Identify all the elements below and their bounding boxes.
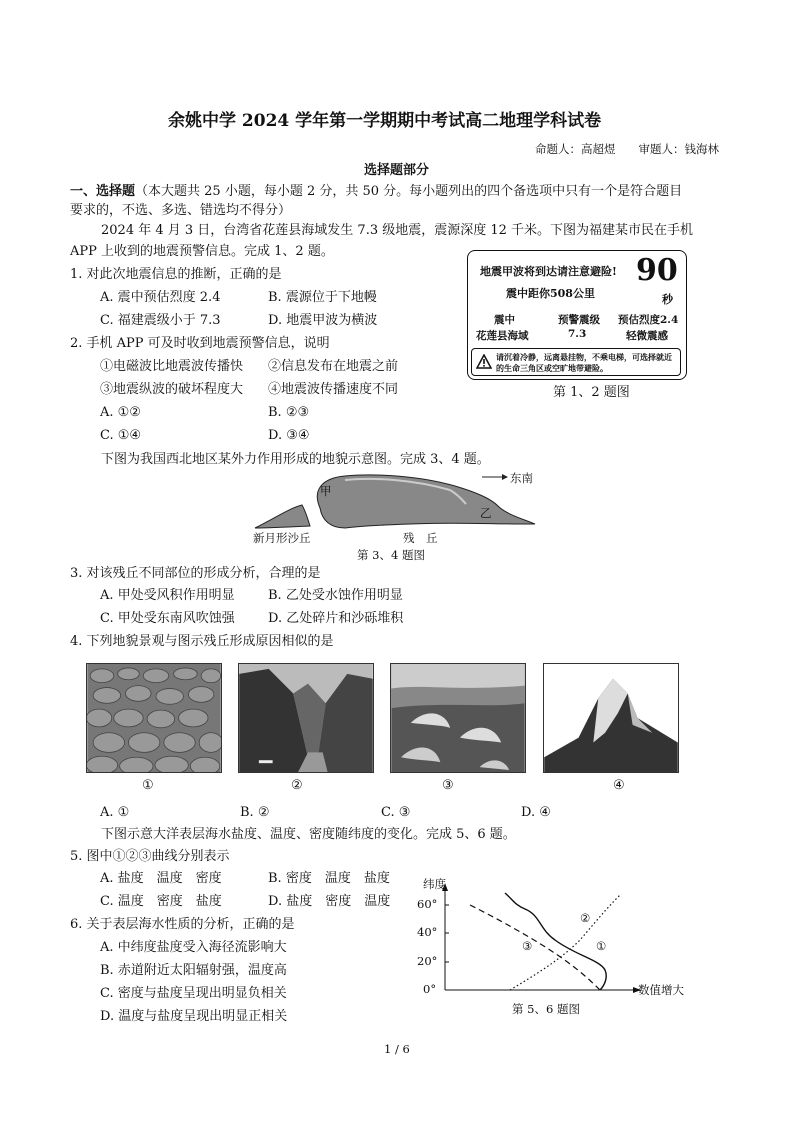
alert-col1-value: 花莲县海域: [476, 330, 529, 342]
q6-option-d: D. 温度与盐度呈现出明显正相关: [100, 1009, 288, 1024]
alert-col3-label: 预估烈度2.4: [618, 314, 679, 326]
curve-label-2: ②: [580, 911, 591, 925]
warning-triangle-icon: [476, 354, 492, 369]
photo-label-1: ①: [142, 778, 154, 793]
chart-y-label: 纬度: [423, 877, 446, 891]
page-title: 余姚中学 2024 学年第一学期期中考试高二地理学科试卷: [168, 111, 602, 131]
photo-matterhorn: [543, 663, 679, 773]
label-residual-hill: 残 丘: [403, 531, 438, 545]
alert-col1-label: 震中: [494, 314, 515, 326]
photo-label-2: ②: [291, 778, 303, 793]
part1-desc-2: 要求的，不选、多选、错选均不得分）: [70, 203, 292, 218]
chart-tick-20: 20°: [417, 954, 438, 968]
q6-stem: 6. 关于表层海水性质的分析，正确的是: [70, 917, 295, 932]
q2-statement-4: ④地震波传播速度不同: [268, 382, 399, 397]
q2-stem: 2. 手机 APP 可及时收到地震预警信息，说明: [70, 336, 330, 351]
curve-label-3: ③: [522, 939, 533, 953]
q2-option-d: D. ③④: [268, 428, 310, 443]
q1-option-a: A. 震中预估烈度 2.4: [100, 290, 221, 305]
authors-line: 命题人：高超煜 审题人：钱海林: [535, 142, 719, 156]
q6-option-b: B. 赤道附近太阳辐射强，温度高: [100, 963, 287, 978]
q1-option-d: D. 地震甲波为横波: [268, 313, 378, 328]
label-yi: 乙: [480, 506, 492, 520]
photo-pebble-gobi: [86, 663, 222, 773]
photo-label-4: ④: [613, 778, 625, 793]
q3-option-b: B. 乙处受水蚀作用明显: [268, 588, 403, 603]
alert-line2: 震中距你508公里: [506, 287, 595, 300]
earthquake-alert-figure: [467, 250, 687, 380]
alert-col3-value: 轻微震感: [626, 330, 668, 342]
alert-warning-line1: 请沉着冷静，远离悬挂物，不乘电梯，可选择就近: [496, 352, 672, 362]
chart-tick-60: 60°: [417, 897, 438, 911]
intro1-line1: 2024 年 4 月 3 日，台湾省花莲县海域发生 7.3 级地震，震源深度 12 千米。下图为福建某市民在手机: [101, 223, 694, 238]
q5-option-a: A. 盐度 温度 密度: [100, 871, 222, 886]
chart-tick-40: 40°: [417, 925, 438, 939]
alert-countdown: 90: [636, 253, 678, 288]
part1-heading: 一、选择题: [70, 184, 136, 199]
q3-option-c: C. 甲处受东南风吹蚀强: [100, 611, 235, 626]
q3-option-d: D. 乙处碎片和沙砾堆积: [268, 611, 404, 626]
q3-stem: 3. 对该残丘不同部位的形成分析，合理的是: [70, 566, 321, 581]
q4-option-c: C. ③: [381, 805, 411, 820]
q2-option-a: A. ①②: [100, 405, 141, 420]
part1-heading-line: [70, 183, 682, 201]
q4-stem: 4. 下列地貌景观与图示残丘形成原因相似的是: [70, 634, 334, 649]
intro1-line2: APP 上收到的地震预警信息。完成 1、2 题。: [70, 244, 334, 259]
alert-caption: 第 1、2 题图: [553, 385, 630, 400]
q2-statement-2: ②信息发布在地震之前: [268, 359, 399, 374]
crescent-dune-shape: [255, 505, 310, 528]
chart-tick-0: 0°: [423, 982, 437, 996]
direction-label: 东南: [510, 471, 533, 485]
photo-desert-dunes: [390, 663, 526, 773]
alert-col2-label: 预警震级: [558, 314, 600, 326]
photo-label-3: ③: [442, 778, 454, 793]
part1-desc-1: （本大题共 25 小题，每小题 2 分，共 50 分。每小题列出的四个备选项中只有一个是符合题目: [135, 184, 683, 199]
label-jia: 甲: [320, 484, 332, 498]
photo-fjord: [238, 663, 374, 773]
q1-option-c: C. 福建震级小于 7.3: [100, 313, 221, 328]
arrow-head-icon: [502, 474, 508, 480]
q4-option-a: A. ①: [100, 805, 130, 820]
label-crescent-dune: 新月形沙丘: [253, 531, 311, 545]
q5-option-b: B. 密度 温度 盐度: [268, 871, 390, 886]
q2-statement-3: ③地震纵波的破坏程度大: [100, 382, 244, 397]
q3-option-a: A. 甲处受风积作用明显: [100, 588, 235, 603]
section-title: 选择题部分: [364, 163, 430, 178]
q2-statement-1: ①电磁波比地震波传播快: [100, 359, 244, 374]
alert-warning-box: [471, 348, 681, 376]
page-number: 1 / 6: [384, 1042, 410, 1056]
alert-line1: 地震甲波将到达请注意避险!: [480, 265, 617, 278]
q2-option-b: B. ②③: [268, 405, 310, 420]
alert-warning-line2: 的生命三角区或空旷地带避险。: [496, 363, 608, 373]
q6-option-a: A. 中纬度盐度受入海径流影响大: [100, 940, 287, 955]
q4-option-b: B. ②: [240, 805, 270, 820]
residual-hill-shape: [317, 475, 535, 528]
chart-x-label: 数值增大: [638, 983, 684, 997]
q4-option-d: D. ④: [521, 805, 551, 820]
q5-stem: 5. 图中①②③曲线分别表示: [70, 849, 230, 864]
intro2: 下图为我国西北地区某外力作用形成的地貌示意图。完成 3、4 题。: [101, 452, 490, 467]
curve-1: [505, 893, 606, 990]
q5-option-c: C. 温度 密度 盐度: [100, 894, 222, 909]
q5-option-d: D. 盐度 密度 温度: [268, 894, 391, 909]
chart-caption: 第 5、6 题图: [512, 1002, 580, 1016]
q1-option-b: B. 震源位于下地幔: [268, 290, 377, 305]
intro3: 下图示意大洋表层海水盐度、温度、密度随纬度的变化。完成 5、6 题。: [101, 827, 516, 842]
landform-caption: 第 3、4 题图: [357, 548, 425, 562]
q1-stem: 1. 对此次地震信息的推断，正确的是: [70, 267, 282, 282]
q6-option-c: C. 密度与盐度呈现出明显负相关: [100, 986, 287, 1001]
alert-countdown-unit: 秒: [662, 293, 673, 306]
q2-option-c: C. ①④: [100, 428, 142, 443]
curve-label-1: ①: [596, 939, 607, 953]
alert-col2-value: 7.3: [568, 328, 587, 340]
